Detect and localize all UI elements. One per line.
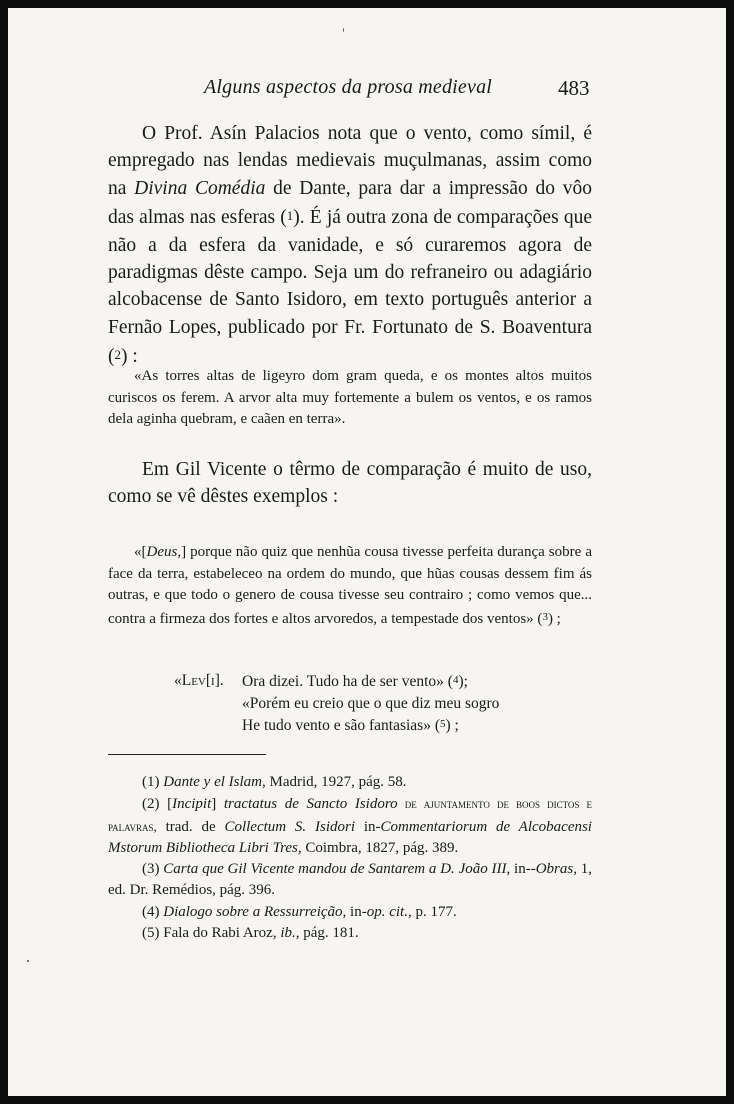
- verse-speaker: «Lev[i].: [174, 672, 224, 689]
- footnote-4-title: Dialogo sobre a Ressurreição,: [163, 903, 347, 920]
- footnote-2-commentariorum: Commentariorum de Alcobacensi Mstorum Bibliotheca Libri Tres,: [108, 818, 592, 856]
- verse-line2-text: «Porém eu creio que o que diz meu sogro: [242, 694, 500, 712]
- footnote-4-text-a: in-: [346, 903, 367, 920]
- footnote-3-obras: -Obras,: [530, 861, 577, 878]
- footnote-2-bracket-open: [: [167, 796, 173, 813]
- work-title: Divina Comédia: [134, 177, 266, 199]
- footnote-3-text-a: in-: [510, 861, 531, 878]
- verse-block: [174, 670, 499, 737]
- para1-text-b: de Dante, para dar a impressão do vôo das almas nas esferas (: [108, 177, 592, 229]
- quote2-subject: Deus,: [146, 544, 182, 560]
- verse-line3-end: ) ;: [445, 717, 459, 734]
- footnote-3-text-b: 1, ed. Dr. Remédios, pág. 396.: [108, 861, 593, 899]
- footnote-2-text-a: trad. de: [156, 818, 225, 835]
- footnote-ref-2: 2: [114, 347, 121, 363]
- footnote-ref-5: 5: [440, 718, 446, 730]
- footnote-2-text-b: in-: [355, 818, 381, 835]
- footnote-1-text: Madrid, 1927, pág. 58.: [265, 774, 407, 790]
- paper-speck: [343, 28, 344, 32]
- footnote-2-collectum: Collectum S. Isidori: [224, 818, 355, 835]
- footnote-2-title: tractatus de Sancto Isidoro: [223, 796, 398, 813]
- quote-gil-vicente: [108, 542, 592, 630]
- footnote-2-mark: (2): [142, 796, 160, 813]
- footnote-ref-3: 3: [542, 610, 548, 623]
- footnote-5-text-b: pág. 181.: [299, 925, 359, 942]
- verse-line1-end: );: [458, 673, 468, 690]
- verse-line: [174, 693, 499, 715]
- footnote-1-mark: (1): [142, 774, 160, 790]
- quote2-open: «[: [134, 544, 147, 560]
- footnote-2-incipit: Incipit: [172, 796, 212, 813]
- footnote-ref-1: 1: [286, 208, 294, 224]
- book-page: [8, 8, 726, 1096]
- page-number: 483: [558, 76, 590, 100]
- para1-text-a: O Prof. Asín Palacios nota que o vento, como símil, é empregado nas lendas medievais muçulmanas, assim como na: [108, 123, 592, 199]
- quote-refraneiro: [108, 366, 592, 431]
- footnote-5-text-a: Fala do Rabi Aroz,: [163, 925, 281, 942]
- footnote-5-mark: (5): [142, 925, 160, 942]
- page-header: [8, 76, 726, 106]
- footnote-5-ib: ib.,: [280, 925, 300, 942]
- footnote-1: [108, 772, 592, 793]
- verse-line: [174, 670, 499, 693]
- footnote-3: [108, 859, 592, 902]
- quote-refraneiro-text: «As torres altas de ligeyro dom gram queda, e os montes altos muitos curiscos os ferem. A arvor alta muy fortemente a bulem os ventos, e os ramos dela aginha quebram, e caãen en terra».: [108, 368, 592, 427]
- para2-text: Em Gil Vicente o têrmo de comparação é muito de uso, como se vê dêstes exemplos :: [108, 459, 592, 508]
- footnote-3-title: Carta que Gil Vicente mandou de Santarem a D. João III,: [163, 861, 511, 878]
- footnote-4-opcit: op. cit.,: [366, 903, 412, 920]
- para1-text-d: ) :: [121, 346, 138, 368]
- footnote-2-caps: de ajuntamento de boos dictos e palavras,: [108, 796, 593, 834]
- quote2-close: ) ;: [547, 610, 561, 627]
- verse-line: [174, 714, 499, 737]
- paper-speck: [27, 960, 29, 962]
- footnote-divider: [108, 754, 266, 755]
- verse-line3-text: He tudo vento e são fantasias» (: [242, 717, 440, 734]
- paragraph-asin-palacios: [108, 120, 592, 371]
- footnote-4-mark: (4): [142, 903, 160, 920]
- footnote-1-title: Dante y el Islam,: [163, 774, 266, 790]
- footnote-5: [108, 923, 592, 944]
- quote2-text: ] porque não quiz que nenhũa cousa tivesse perfeita durança sobre a face da terra, estabeleceo na ordem do mundo, que hũas cousas dessem fim ás outras, e que todo o genero de cousa tivesse seu contrairo ; como vemos que... contra a firmeza dos fortes e altos arvoredos, a tempestade dos ventos» (: [108, 544, 592, 627]
- footnotes: [108, 772, 592, 944]
- para1-text-c: ). É já outra zona de comparações que não a da esfera da vanidade, e só curaremos agora de paradigmas dêste campo. Seja um do refraneiro ou adagiário alcobacense de Santo Isidoro, em texto português anterior a Fernão Lopes, publicado por Fr. Fortunato de S. Boaventura (: [108, 207, 592, 368]
- footnote-ref-4: 4: [452, 674, 459, 686]
- footnote-2-bracket-close: ]: [211, 796, 224, 813]
- footnote-4-text-b: p. 177.: [411, 903, 457, 920]
- footnote-4: [108, 902, 592, 923]
- footnote-2-text-c: Coimbra, 1827, pág. 389.: [301, 839, 459, 856]
- running-title: Alguns aspectos da prosa medieval: [204, 76, 493, 98]
- footnote-2: [108, 793, 592, 859]
- verse-line1-text: Ora dizei. Tudo ha de ser vento» (: [242, 673, 453, 690]
- paragraph-gil-vicente: [108, 456, 592, 511]
- footnote-3-mark: (3): [142, 861, 160, 878]
